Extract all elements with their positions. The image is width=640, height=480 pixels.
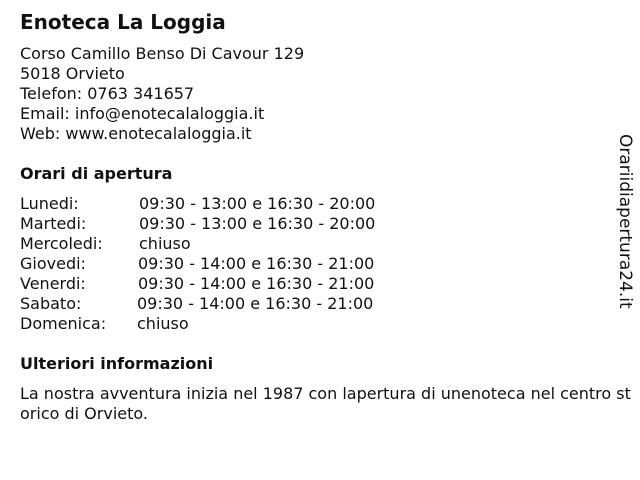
- day-hours: 09:30 - 14:00 e 16:30 - 21:00: [138, 274, 375, 293]
- day-hours: 09:30 - 14:00 e 16:30 - 21:00: [137, 294, 374, 313]
- email-line[interactable]: Email: info@enotecalaloggia.it: [20, 104, 265, 123]
- day-hours: 09:30 - 13:00 e 16:30 - 20:00: [139, 194, 376, 213]
- day-label: Domenica:: [20, 314, 107, 333]
- day-hours: 09:30 - 14:00 e 16:30 - 21:00: [138, 254, 375, 273]
- day-hours: chiuso: [137, 314, 189, 333]
- day-hours: 09:30 - 13:00 e 16:30 - 20:00: [139, 214, 376, 233]
- opening-hours-heading: Orari di apertura: [20, 164, 173, 183]
- street-address: Corso Camillo Benso Di Cavour 129: [20, 44, 305, 63]
- web-line[interactable]: Web: www.enotecalaloggia.it: [20, 124, 252, 143]
- additional-info-text: La nostra avventura inizia nel 1987 con lapertura di unenoteca nel centro storico di Orvieto.: [20, 384, 631, 423]
- day-label: Sabato:: [20, 294, 82, 313]
- day-label: Venerdi:: [20, 274, 86, 293]
- site-watermark: [612, 134, 636, 314]
- contact-block: [20, 44, 304, 144]
- day-label: Mercoledi:: [20, 234, 103, 253]
- day-label: Lunedi:: [20, 194, 79, 213]
- business-name: Enoteca La Loggia: [20, 10, 226, 34]
- additional-info-heading: Ulteriori informazioni: [20, 354, 214, 373]
- day-hours: chiuso: [139, 234, 191, 253]
- day-label: Giovedi:: [20, 254, 86, 273]
- site-watermark-text: Orariidiapertura24.it: [615, 134, 635, 309]
- phone-line[interactable]: Telefon: 0763 341657: [20, 84, 195, 103]
- day-label: Martedi:: [20, 214, 87, 233]
- city-address: 5018 Orvieto: [20, 64, 125, 83]
